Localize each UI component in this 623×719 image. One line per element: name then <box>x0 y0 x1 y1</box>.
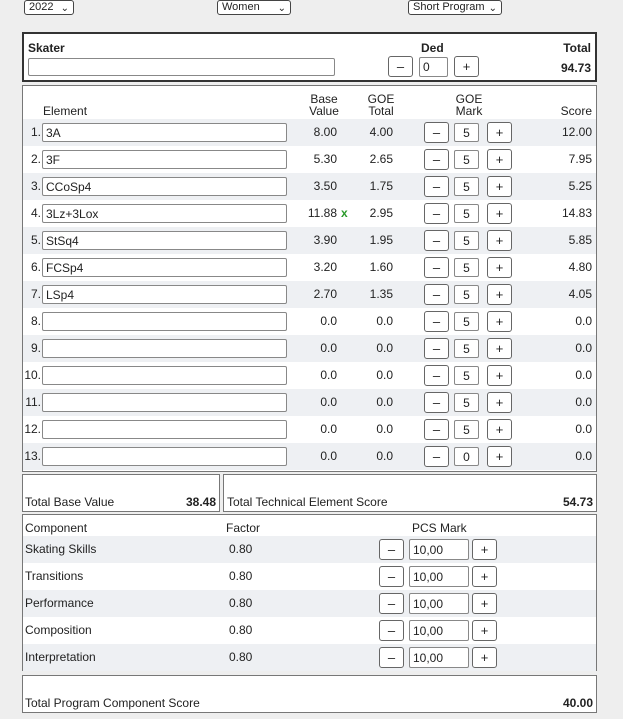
goe-plus-button[interactable]: + <box>487 149 512 170</box>
element-row-number: 2. <box>30 152 41 166</box>
element-row-number: 6. <box>30 260 41 274</box>
col-factor-header: Factor <box>226 521 261 535</box>
pcs-mark-input[interactable] <box>409 539 469 560</box>
element-bonus-mark <box>339 173 351 200</box>
element-row <box>23 227 596 254</box>
element-score: 0.0 <box>575 341 592 355</box>
element-input[interactable] <box>42 339 287 358</box>
pcs-minus-button[interactable]: – <box>379 620 404 641</box>
pcs-plus-button[interactable]: + <box>472 539 497 560</box>
element-base-value: 11.88 <box>307 206 337 220</box>
goe-plus-button[interactable]: + <box>487 392 512 413</box>
goe-plus-button[interactable]: + <box>487 257 512 278</box>
element-goe-total: 0.0 <box>376 341 393 355</box>
elements-panel <box>22 85 597 472</box>
goe-minus-button[interactable]: – <box>424 149 449 170</box>
goe-minus-button[interactable]: – <box>424 257 449 278</box>
goe-plus-button[interactable]: + <box>487 419 512 440</box>
element-bonus-mark <box>339 146 351 173</box>
component-row <box>23 536 596 563</box>
goe-mark-input[interactable] <box>454 231 479 250</box>
goe-minus-button[interactable]: – <box>424 311 449 332</box>
total-base-value-panel <box>22 474 220 512</box>
element-row-number: 7. <box>30 287 41 301</box>
component-name: Transitions <box>25 569 84 583</box>
element-goe-total: 2.65 <box>369 152 393 166</box>
goe-plus-button[interactable]: + <box>487 230 512 251</box>
year-select[interactable] <box>24 0 74 15</box>
element-base-value: 2.70 <box>313 287 337 301</box>
component-name: Performance <box>25 596 94 610</box>
pcs-plus-button[interactable]: + <box>472 647 497 668</box>
goe-plus-button[interactable]: + <box>487 176 512 197</box>
element-score: 4.80 <box>568 260 592 274</box>
component-factor: 0.80 <box>229 542 253 556</box>
element-base-value: 3.20 <box>313 260 337 274</box>
component-name: Skating Skills <box>25 542 97 556</box>
element-row-number: 9. <box>30 341 41 355</box>
total-label: Total <box>563 41 591 55</box>
element-bonus-mark <box>339 335 351 362</box>
component-row <box>23 590 596 617</box>
element-bonus-mark: x <box>341 206 348 220</box>
pcs-mark-input[interactable] <box>409 647 469 668</box>
header-panel <box>22 32 597 82</box>
pcs-mark-input[interactable] <box>409 593 469 614</box>
element-input[interactable] <box>42 123 287 142</box>
ded-input[interactable] <box>419 57 448 77</box>
element-bonus-mark <box>339 416 351 443</box>
category-select-value: Women <box>222 1 260 13</box>
tes-label: Total Technical Element Score <box>227 495 388 509</box>
element-score: 0.0 <box>575 449 592 463</box>
element-row-number: 11. <box>25 395 41 409</box>
element-score: 5.25 <box>568 179 592 193</box>
skater-label: Skater <box>28 41 65 55</box>
pcs-plus-button[interactable]: + <box>472 566 497 587</box>
element-row <box>23 308 596 335</box>
element-base-value: 0.0 <box>320 341 337 355</box>
goe-mark-input[interactable] <box>454 339 479 358</box>
skater-input[interactable] <box>28 58 335 76</box>
element-goe-total: 1.75 <box>369 179 393 193</box>
element-base-value: 0.0 <box>320 449 337 463</box>
element-score: 0.0 <box>575 422 592 436</box>
element-input[interactable] <box>42 447 287 466</box>
element-bonus-mark <box>339 227 351 254</box>
element-goe-total: 0.0 <box>376 449 393 463</box>
element-row-number: 8. <box>30 314 41 328</box>
goe-mark-input[interactable] <box>454 177 479 196</box>
element-row <box>23 119 596 146</box>
element-bonus-mark <box>339 443 351 470</box>
element-goe-total: 4.00 <box>369 125 393 139</box>
goe-plus-button[interactable]: + <box>487 338 512 359</box>
element-score: 14.83 <box>561 206 592 220</box>
goe-mark-input[interactable] <box>454 285 479 304</box>
chevron-down-icon: ⌄ <box>277 3 286 14</box>
element-row <box>23 146 596 173</box>
component-name: Interpretation <box>25 650 96 664</box>
element-bonus-mark <box>339 254 351 281</box>
element-row <box>23 335 596 362</box>
component-name: Composition <box>25 623 92 637</box>
element-score: 5.85 <box>568 233 592 247</box>
element-goe-total: 0.0 <box>376 314 393 328</box>
element-input[interactable] <box>42 204 287 223</box>
col-goe-mark-header-2: Mark <box>455 104 483 118</box>
col-goe-total-header-1: GOE <box>367 92 395 106</box>
element-row-number: 4. <box>30 206 41 220</box>
element-row-number: 1. <box>30 125 41 139</box>
goe-minus-button[interactable]: – <box>424 176 449 197</box>
goe-minus-button[interactable]: – <box>424 230 449 251</box>
element-goe-total: 1.35 <box>369 287 393 301</box>
element-score: 0.0 <box>575 395 592 409</box>
ded-label: Ded <box>421 41 444 55</box>
ded-minus-button[interactable]: – <box>388 56 413 77</box>
element-input[interactable] <box>42 420 287 439</box>
element-base-value: 5.30 <box>313 152 337 166</box>
element-input[interactable] <box>42 312 287 331</box>
category-select[interactable] <box>217 0 291 15</box>
element-row-number: 13. <box>24 449 41 463</box>
col-base-header-1: Base <box>310 92 338 106</box>
element-goe-total: 1.60 <box>369 260 393 274</box>
element-score: 4.05 <box>568 287 592 301</box>
goe-plus-button[interactable]: + <box>487 365 512 386</box>
element-row-number: 5. <box>30 233 41 247</box>
goe-minus-button[interactable]: – <box>424 365 449 386</box>
element-row <box>23 362 596 389</box>
component-row <box>23 644 596 671</box>
element-input[interactable] <box>42 393 287 412</box>
tes-value: 54.73 <box>562 495 593 509</box>
col-base-header-2: Value <box>309 104 339 118</box>
element-goe-total: 2.95 <box>369 206 393 220</box>
element-score: 0.0 <box>575 314 592 328</box>
goe-mark-input[interactable] <box>454 312 479 331</box>
goe-mark-input[interactable] <box>454 123 479 142</box>
segment-select[interactable] <box>408 0 502 15</box>
goe-plus-button[interactable]: + <box>487 446 512 467</box>
total-base-value-label: Total Base Value <box>25 495 115 509</box>
goe-minus-button[interactable]: – <box>424 419 449 440</box>
goe-mark-input[interactable] <box>454 150 479 169</box>
element-bonus-mark <box>339 308 351 335</box>
element-base-value: 0.0 <box>320 395 337 409</box>
goe-plus-button[interactable]: + <box>487 311 512 332</box>
col-score-header: Score <box>560 104 592 118</box>
goe-mark-input[interactable] <box>454 204 479 223</box>
element-input[interactable] <box>42 231 287 250</box>
segment-select-value: Short Program <box>413 1 485 13</box>
goe-plus-button[interactable]: + <box>487 203 512 224</box>
chevron-down-icon: ⌄ <box>60 3 69 14</box>
element-input[interactable] <box>42 366 287 385</box>
goe-plus-button[interactable]: + <box>487 122 512 143</box>
element-row <box>23 416 596 443</box>
element-row <box>23 173 596 200</box>
component-factor: 0.80 <box>229 569 253 583</box>
element-row-number: 3. <box>30 179 41 193</box>
tes-panel <box>223 474 597 512</box>
pcs-minus-button[interactable]: – <box>379 539 404 560</box>
goe-mark-input[interactable] <box>454 258 479 277</box>
goe-minus-button[interactable]: – <box>424 284 449 305</box>
pcs-plus-button[interactable]: + <box>472 620 497 641</box>
components-panel <box>22 514 597 671</box>
element-row <box>23 281 596 308</box>
chevron-down-icon: ⌄ <box>488 3 497 14</box>
element-bonus-mark <box>339 389 351 416</box>
component-factor: 0.80 <box>229 650 253 664</box>
element-input[interactable] <box>42 150 287 169</box>
element-row <box>23 389 596 416</box>
col-component-header: Component <box>25 521 88 535</box>
goe-minus-button[interactable]: – <box>424 203 449 224</box>
col-element-header: Element <box>43 104 88 118</box>
element-bonus-mark <box>339 281 351 308</box>
ded-plus-button[interactable]: + <box>454 56 479 77</box>
col-goe-total-header-2: Total <box>368 104 394 118</box>
component-row <box>23 563 596 590</box>
goe-mark-input[interactable] <box>454 366 479 385</box>
element-bonus-mark <box>339 119 351 146</box>
pcs-mark-input[interactable] <box>409 566 469 587</box>
element-score: 7.95 <box>568 152 592 166</box>
pcs-total-label: Total Program Component Score <box>25 696 200 710</box>
element-base-value: 0.0 <box>320 368 337 382</box>
component-row <box>23 617 596 644</box>
element-base-value: 8.00 <box>313 125 337 139</box>
element-goe-total: 0.0 <box>376 422 393 436</box>
year-select-value: 2022 <box>29 1 54 13</box>
element-row <box>23 443 596 470</box>
goe-mark-input[interactable] <box>454 420 479 439</box>
goe-minus-button[interactable]: – <box>424 122 449 143</box>
element-goe-total: 0.0 <box>376 395 393 409</box>
goe-plus-button[interactable]: + <box>487 284 512 305</box>
element-input[interactable] <box>42 177 287 196</box>
goe-mark-input[interactable] <box>454 393 479 412</box>
element-row <box>23 200 596 227</box>
element-row-number: 12. <box>24 422 41 436</box>
goe-mark-input[interactable] <box>454 447 479 466</box>
total-base-value: 38.48 <box>185 495 216 509</box>
total-value: 94.73 <box>560 61 591 75</box>
pcs-mark-input[interactable] <box>409 620 469 641</box>
element-base-value: 3.90 <box>313 233 337 247</box>
goe-minus-button[interactable]: – <box>424 446 449 467</box>
element-row-number: 10. <box>24 368 41 382</box>
pcs-total-panel <box>22 675 597 713</box>
element-base-value: 0.0 <box>320 314 337 328</box>
element-base-value: 0.0 <box>320 422 337 436</box>
pcs-total-value: 40.00 <box>562 696 593 710</box>
col-pcs-mark-header: PCS Mark <box>412 521 467 535</box>
element-input[interactable] <box>42 285 287 304</box>
pcs-minus-button[interactable]: – <box>379 593 404 614</box>
element-goe-total: 0.0 <box>376 368 393 382</box>
element-base-value: 3.50 <box>313 179 337 193</box>
element-input[interactable] <box>42 258 287 277</box>
pcs-minus-button[interactable]: – <box>379 566 404 587</box>
goe-minus-button[interactable]: – <box>424 392 449 413</box>
pcs-plus-button[interactable]: + <box>472 593 497 614</box>
component-factor: 0.80 <box>229 623 253 637</box>
pcs-minus-button[interactable]: – <box>379 647 404 668</box>
element-row <box>23 254 596 281</box>
col-goe-mark-header-1: GOE <box>455 92 483 106</box>
element-score: 0.0 <box>575 368 592 382</box>
goe-minus-button[interactable]: – <box>424 338 449 359</box>
element-score: 12.00 <box>561 125 592 139</box>
element-bonus-mark <box>339 362 351 389</box>
component-factor: 0.80 <box>229 596 253 610</box>
element-goe-total: 1.95 <box>369 233 393 247</box>
